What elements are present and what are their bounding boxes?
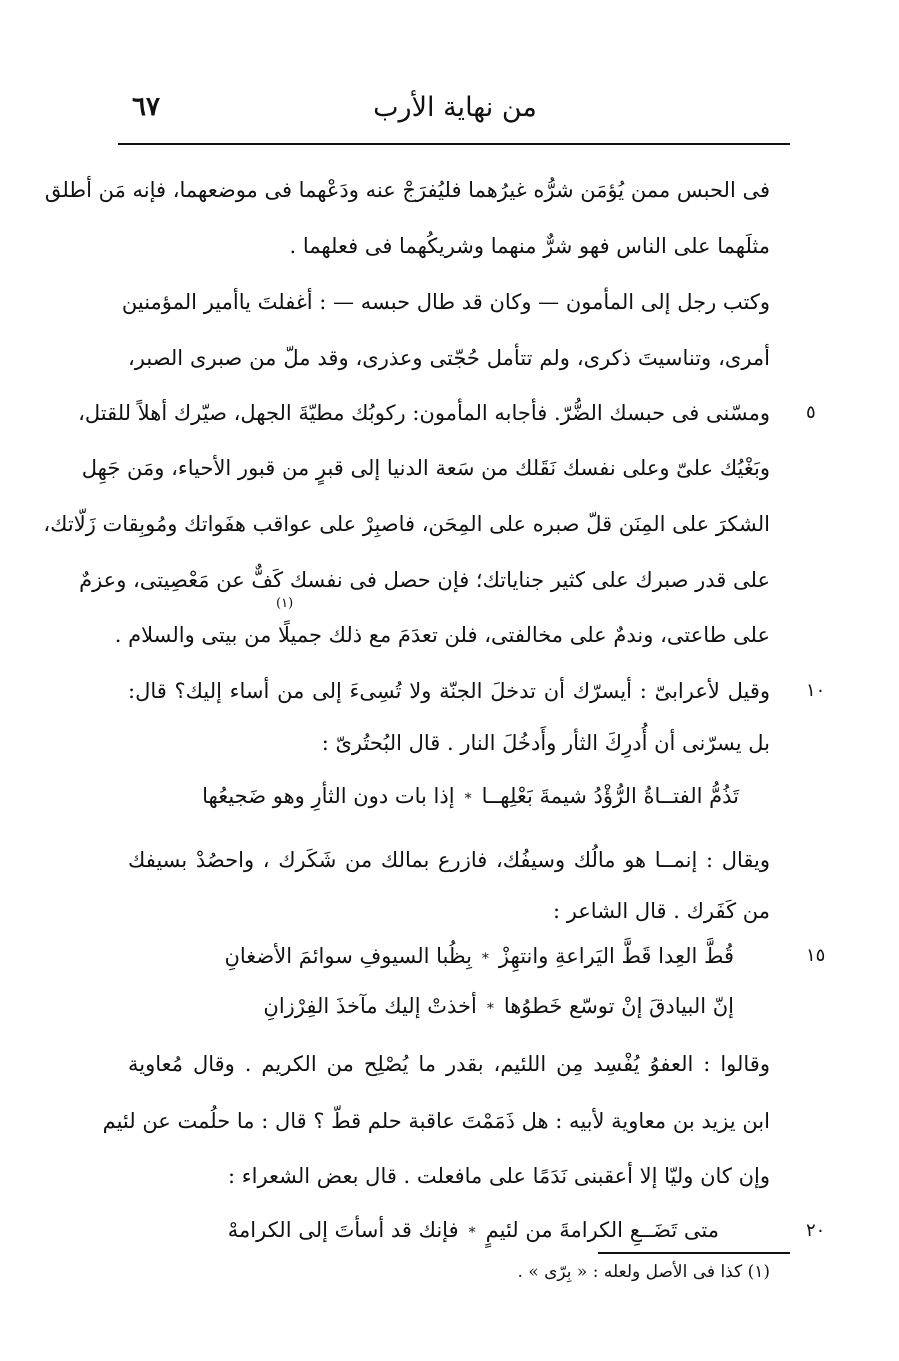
- line-number: ٥: [806, 402, 816, 423]
- verse-separator: *: [468, 1225, 476, 1241]
- text-line: أمرى، وتناسيتَ ذكرى، ولم تتأمل حُجّتى وعذرى، وقد ملّ من صبرى الصبر،: [128, 346, 770, 370]
- text-line: على قدر صبرك على كثير جناياتك؛ فإن حصل فى نفسك كَفٌّ عن مَعْصِيتى، وعزمٌ: [79, 568, 770, 592]
- header-rule: [118, 143, 790, 145]
- text-line: وبَغْيُك علىّ وعلى نفسك نَقَلك من سَعة الدنيا إلى قبرٍ من قبور الأحياء، ومَن جَهِل: [81, 456, 770, 480]
- verse-second-hemistich: فإنك قد أسأتَ إلى الكرامهْ: [227, 1218, 459, 1242]
- verse-line: [263, 988, 734, 1026]
- verse-second-hemistich: بِظُبا السيوفِ سوائمَ الأضغانِ: [224, 944, 472, 968]
- text-line: الشكرَ على المِنَن قلّ صبره على المِحَن، فاصبِرْ على عواقب هفَواتك ومُوبِقات زَلّاتك،: [43, 512, 770, 536]
- footnote-rule: [598, 1252, 790, 1254]
- text-line: بل يسرّنى أن أُدرِكَ الثأر وأَدخُلَ النار . قال البُحتُرىّ :: [321, 731, 770, 755]
- text-line: مثلَهما على الناس فهو شرٌّ منهما وشريكُهما فى فعلهما .: [289, 234, 770, 258]
- line-number: ١٠: [806, 680, 826, 701]
- verse-first-hemistich: إنّ البيادقَ إنْ توسّع خَطوُها: [503, 994, 734, 1018]
- running-title: من نهاية الأرب: [373, 92, 537, 123]
- text-line: من كَفَرك . قال الشاعر :: [552, 899, 770, 923]
- text-line: ومسّنى فى حبسك الضُّرّ. فأجابه المأمون: ركوبُك مطيّةَ الجهل، صيّرك أهلاً للقتل،: [78, 401, 770, 425]
- footnote-marker: (١): [276, 596, 294, 611]
- verse-line: [224, 938, 734, 976]
- verse-separator: *: [464, 791, 472, 807]
- verse-line: [202, 778, 739, 816]
- line-number: ٢٠: [806, 1220, 826, 1241]
- verse-second-hemistich: إذا بات دون الثأرِ وهو ضَجيعُها: [202, 784, 455, 808]
- verse-line: [228, 1212, 719, 1250]
- verse-separator: *: [486, 1001, 494, 1017]
- text-line: وكتب رجل إلى المأمون — وكان قد طال حبسه — : أغفلتَ ياأمير المؤمنين: [121, 290, 770, 314]
- text-line: وقيل لأعرابىّ : أيسرّك أن تدخلَ الجنّة ولا تُسِىءَ إلى من أساء إليك؟ قال:: [128, 679, 770, 703]
- text-line: وقالوا : العفوُ يُفْسِد مِن اللئيم، بقدر ما يُصْلِح من الكريم . وقال مُعاوية: [128, 1052, 770, 1076]
- text-line: على طاعتى، وندمٌ على مخالفتى، فلن تعدَمَ مع ذلك جميلًا من بيتى والسلام .: [114, 623, 770, 647]
- text-line: ويقال : إنمــا هو مالُك وسيفُك، فازرع بمالك من شَكَرك ، واحصُدْ بسيفك: [128, 848, 770, 872]
- verse-first-hemistich: تَذُمُّ الفتــاةُ الرُّؤْدُ شيمةَ بَعْلِهــا: [481, 784, 739, 808]
- verse-first-hemistich: قُطَّ العِدا قَطَّ اليَراعةِ وانتهِزْ: [498, 944, 734, 968]
- text-line: وإن كان وليّا إلا أعقبنى نَدَمًا على مافعلت . قال بعض الشعراء :: [227, 1164, 770, 1188]
- verse-second-hemistich: أخذتْ إليك مآخذَ الفِرْزانِ: [263, 994, 477, 1018]
- verse-separator: *: [481, 951, 489, 967]
- text-line: فى الحبس ممن يُؤمَن شرُّه غيرُهما فليُفرَجْ عنه ودَعْهما فى موضعهما، فإنه مَن أطلق: [44, 178, 770, 202]
- verse-first-hemistich: متى تَضَــعِ الكرامةَ من لئيمٍ: [485, 1218, 719, 1242]
- text-line: ابن يزيد بن معاوية لأبيه : هل ذَمَمْتَ عاقبة حلم قطّ ؟ قال : ما حلُمت عن لئيم: [102, 1109, 770, 1133]
- page-header: [120, 88, 790, 128]
- footnote: (١) كذا فى الأصل ولعله : « بِرّى » .: [517, 1262, 770, 1282]
- page-number: ٦٧: [132, 92, 160, 122]
- line-number: ١٥: [806, 945, 826, 966]
